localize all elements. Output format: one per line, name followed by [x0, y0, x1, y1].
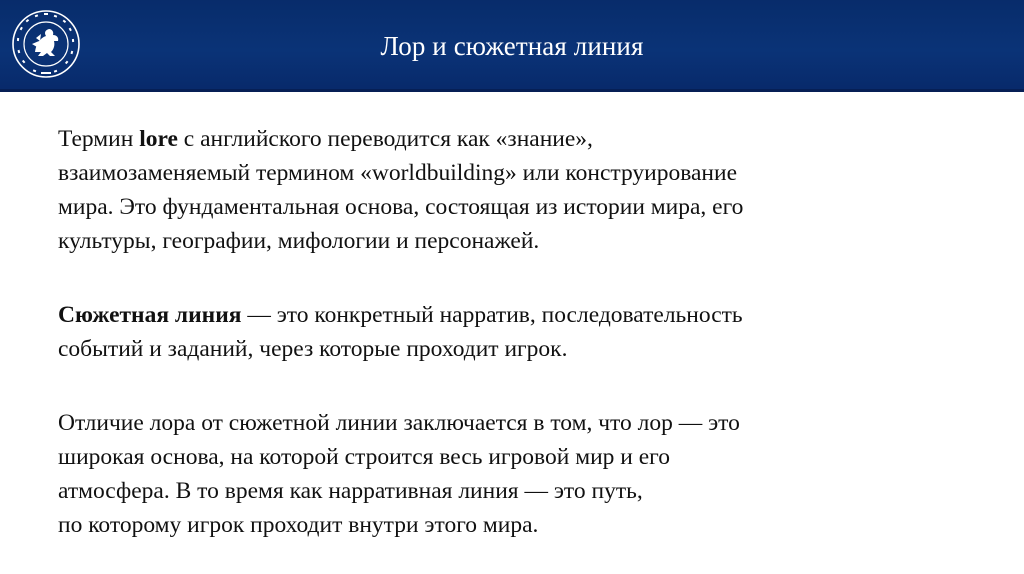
bold-term: lore: [139, 126, 178, 152]
text-run: событий и заданий, через которые проходит игрок.: [58, 336, 568, 362]
text-run: Термин: [58, 126, 140, 152]
text-run: атмосфера. В то время как нарративная линия — это путь,: [58, 478, 643, 504]
text-line: [58, 440, 958, 474]
slide-title: Лор и сюжетная линия: [380, 31, 644, 61]
text-line: [58, 298, 958, 332]
body-paragraph: [58, 298, 958, 366]
text-run: культуры, географии, мифологии и персонажей.: [58, 228, 540, 254]
text-line: [58, 122, 958, 156]
text-line: [58, 474, 958, 508]
text-line: [58, 156, 958, 190]
text-line: [58, 508, 958, 542]
text-run: — это конкретный нарратив, последовательность: [241, 302, 743, 328]
text-run: широкая основа, на которой строится весь игровой мир и его: [58, 444, 670, 470]
text-line: [58, 406, 958, 440]
text-line: [58, 332, 958, 366]
text-run: с английского переводится как «знание»,: [177, 126, 593, 152]
slide-body: [58, 122, 958, 542]
text-run: мира. Это фундаментальная основа, состоящая из истории мира, его: [58, 194, 744, 220]
body-paragraph: [58, 406, 958, 542]
text-line: [58, 190, 958, 224]
text-run: Отличие лора от сюжетной линии заключается в том, что лор — это: [58, 410, 740, 436]
body-paragraph: [58, 122, 958, 258]
text-run: по которому игрок проходит внутри этого мира.: [58, 512, 539, 538]
bold-term: Сюжетная линия: [58, 302, 242, 328]
text-line: [58, 224, 958, 258]
slide-header: [0, 0, 1024, 92]
text-run: взаимозаменяемый термином «worldbuilding» или конструирование: [58, 160, 738, 186]
